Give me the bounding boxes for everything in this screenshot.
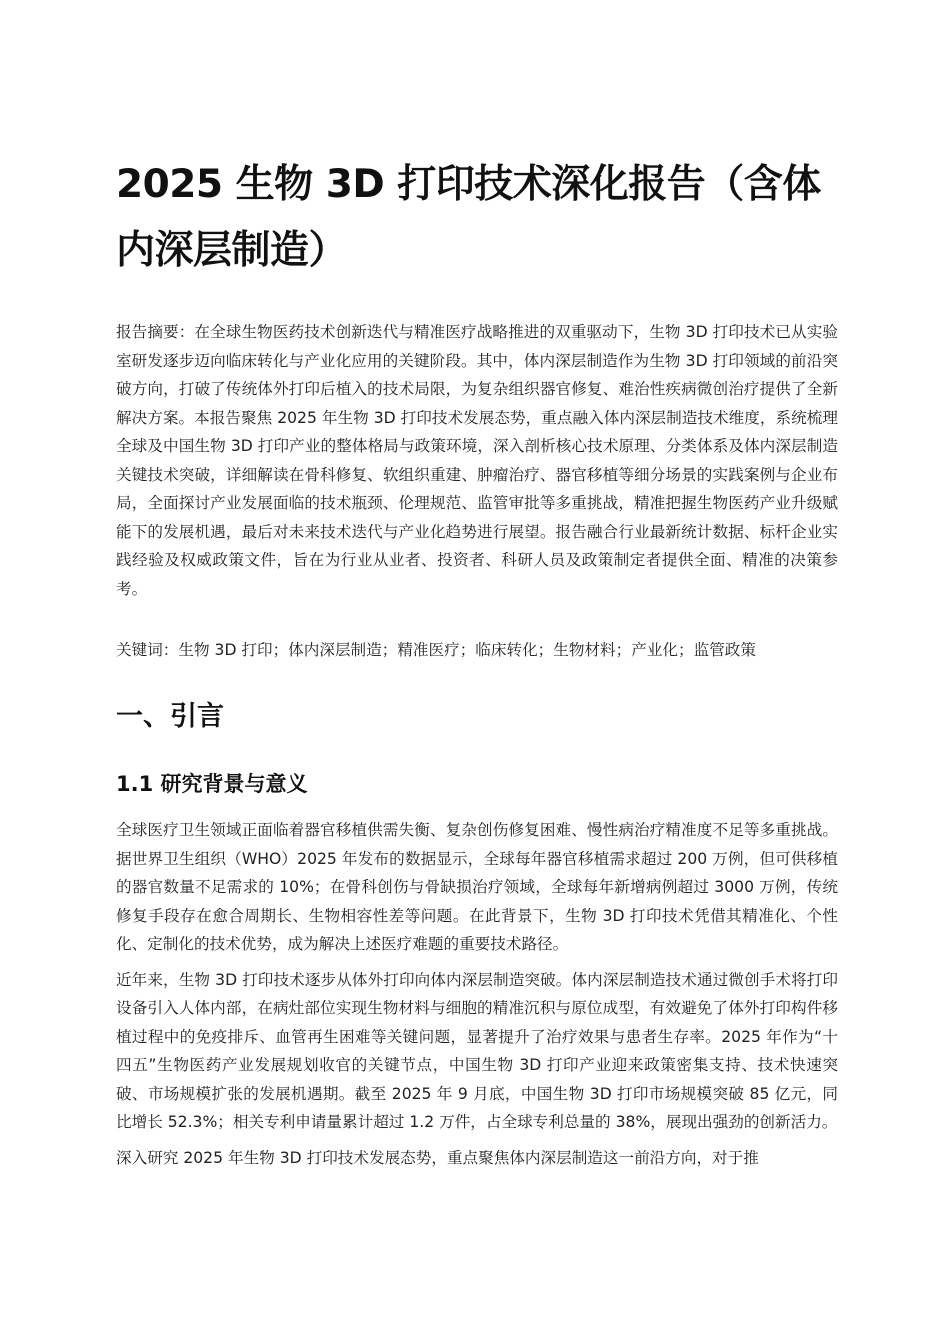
keywords-line: 关键词：生物 3D 打印；体内深层制造；精准医疗；临床转化；生物材料；产业化；监管政策: [116, 641, 756, 659]
body-paragraph-1: 全球医疗卫生领域正面临着器官移植供需失衡、复杂创伤修复困难、慢性病治疗精准度不足等多重挑战。据世界卫生组织（WHO）2025 年发布的数据显示，全球每年器官移植需求超过 200 万例，但可供移植的器官数量不足需求的 10%；在骨科创伤与骨缺损治疗领域，全球每年新增病例超过 3000 万例，传统修复手段存在愈合周期长、生物相容性差等问题。在此背景下，生物 3D 打印技术凭借其精准化、个性化、定制化的技术优势，成为解决上述医疗难题的重要技术路径。: [116, 821, 838, 953]
section-heading-introduction: 一、引言: [116, 701, 224, 732]
section-body: [116, 816, 838, 1179]
body-paragraph-3: 深入研究 2025 年生物 3D 打印技术发展态势，重点聚焦体内深层制造这一前沿方向，对于推: [116, 1148, 759, 1167]
subsection-heading-background: 1.1 研究背景与意义: [116, 772, 308, 796]
body-paragraph-2: 近年来，生物 3D 打印技术逐步从体外打印向体内深层制造突破。体内深层制造技术通过微创手术将打印设备引入人体内部，在病灶部位实现生物材料与细胞的精准沉积与原位成型，有效避免了体外打印构件移植过程中的免疫排斥、血管再生困难等关键问题，显著提升了治疗效果与患者生存率。2025 年作为“十四五”生物医药产业发展规划收官的关键节点，中国生物 3D 打印产业迎来政策密集支持、技术快速突破、市场规模扩张的发展机遇期。截至 2025 年 9 月底，中国生物 3D 打印市场规模突破 85 亿元，同比增长 52.3%；相关专利申请量累计超过 1.2 万件，占全球专利总量的 38%，展现出强劲的创新活力。: [116, 970, 838, 1131]
abstract-paragraph: 报告摘要：在全球生物医药技术创新迭代与精准医疗战略推进的双重驱动下，生物 3D 打印技术已从实验室研发逐步迈向临床转化与产业化应用的关键阶段。其中，体内深层制造作为生物 3D 打印领域的前沿突破方向，打破了传统体外打印后植入的技术局限，为复杂组织器官修复、难治性疾病微创治疗提供了全新解决方案。本报告聚焦 2025 年生物 3D 打印技术发展态势，重点融入体内深层制造技术维度，系统梳理全球及中国生物 3D 打印产业的整体格局与政策环境，深入剖析核心技术原理、分类体系及体内深层制造关键技术突破，详细解读在骨科修复、软组织重建、肿瘤治疗、器官移植等细分场景的实践案例与企业布局，全面探讨产业发展面临的技术瓶颈、伦理规范、监管审批等多重挑战，精准把握生物医药产业升级赋能下的发展机遇，最后对未来技术迭代与产业化趋势进行展望。报告融合行业最新统计数据、标杆企业实践经验及权威政策文件，旨在为行业从业者、投资者、科研人员及政策制定者提供全面、精准的决策参考。: [116, 323, 838, 598]
document-title: 2025 生物 3D 打印技术深化报告（含体内深层制造）: [116, 162, 821, 273]
abstract-section: [116, 318, 838, 610]
